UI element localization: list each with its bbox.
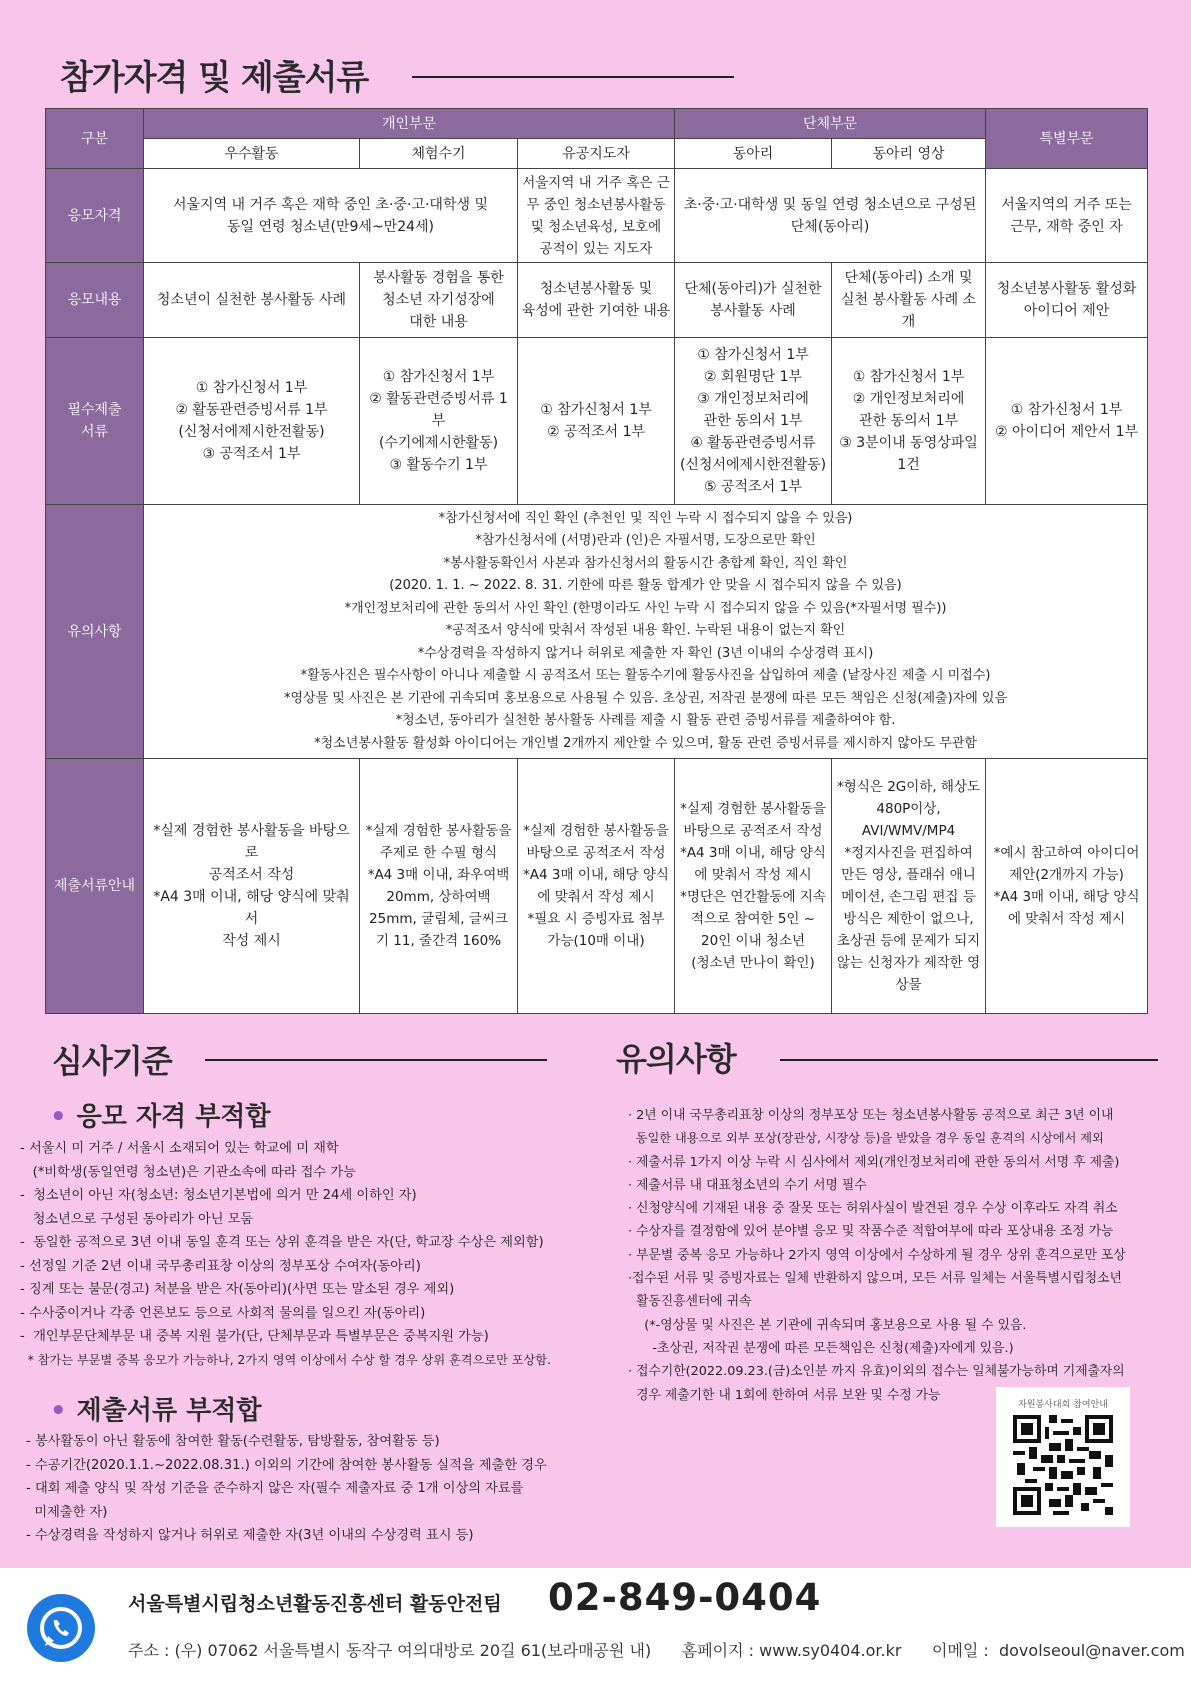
list-item: 활동진흥센터에 귀속 — [628, 1294, 752, 1310]
footer-org: 서울특별시립청소년활동진흥센터 활동안전팀 — [128, 1593, 502, 1615]
criteria-list-eligibility — [20, 1137, 551, 1372]
footer — [0, 1568, 1191, 1684]
bullet-dot-icon: • — [50, 1396, 67, 1426]
title-rule — [412, 76, 734, 78]
list-item: ·접수된 서류 및 증빙자료는 일체 반환하지 않으며, 모든 서류 일체는 서울특별시립청소년 — [628, 1271, 1122, 1287]
qr-caption: 자원봉사대회 참여안내 — [1018, 1400, 1108, 1410]
list-item: - 서울시 미 거주 / 서울시 소재되어 있는 학교에 미 재학 — [20, 1141, 339, 1156]
list-item: - 동일한 공적으로 3년 이내 동일 훈격 또는 상위 훈격을 받은 자(단, 학교장 수상은 제외함) — [20, 1235, 544, 1250]
list-item: - 봉사활동이 아닌 활동에 참여한 활동(수련활동, 탐방활동, 참여활동 등) — [26, 1434, 440, 1449]
title-rule — [205, 1059, 547, 1061]
cell-guide: *실제 경험한 봉사활동을 주제로 한 수필 형식 *A4 3매 이내, 좌우여백 20mm, 상하여백 25mm, 굴림체, 글씨크 기 11, 줄간격 160% — [360, 759, 518, 1014]
cell-eligibility-leader: 서울지역 내 거주 혹은 근 무 중인 청소년봉사활동 및 청소년육성, 보호에 공적이 있는 지도자 — [518, 169, 675, 263]
col-header: 우수활동 — [144, 139, 360, 169]
cell-content: 봉사활동 경험을 통한 청소년 자기성장에 대한 내용 — [360, 263, 518, 338]
section-title-criteria: 심사기준 — [52, 1042, 172, 1080]
criteria-heading-eligibility: • 응모 자격 부적합 — [50, 1102, 271, 1132]
cell-eligibility-special: 서울지역의 거주 또는 근무, 재학 중인 자 — [986, 169, 1148, 263]
list-item: - 선정일 기준 2년 이내 국무총리표창 이상의 정부포상 수여자(동아리) — [20, 1258, 421, 1274]
section-title-notes: 유의사항 — [616, 1040, 736, 1078]
list-item: - 청소년이 아닌 자(청소년: 청소년기본법에 의거 만 24세 이하인 자) — [20, 1188, 417, 1203]
list-item: · 신청양식에 기재된 내용 중 잘못 또는 허위사실이 발견된 경우 수상 이후라도 자격 취소 — [628, 1201, 1118, 1217]
cell-docs: ① 참가신청서 1부 ② 회원명단 1부 ③ 개인정보처리에 관한 동의서 1부 ④ 활동관련증빙서류 (신청서에제시한전활동) ⑤ 공적조서 1부 — [675, 338, 832, 505]
footer-address: 주소 : (우) 07062 서울특별시 동작구 여의대방로 20길 61(보라매공원 내) 홈페이지 : www.sy0404.or.kr 이메일 : dovolseoul@naver.com — [128, 1641, 1185, 1660]
cell-guide: *실제 경험한 봉사활동을 바탕으로 공적조서 작성 *A4 3매 이내, 해당 양식에 맞춰서 작성 제시 — [144, 759, 360, 1014]
list-item: 청소년으로 구성된 동아리가 아닌 모둠 — [20, 1211, 254, 1227]
group-individual-header: 개인부문 — [144, 109, 675, 139]
list-item: · 접수기한(2022.09.23.(금)소인분 까지 유효)이외의 접수는 일체불가능하며 기제출자의 — [628, 1364, 1125, 1380]
row-label-docs: 필수제출 서류 — [46, 338, 144, 505]
list-item: - 수사중이거나 각종 언론보도 등으로 사회적 물의를 일으킨 자(동아리) — [20, 1305, 426, 1321]
qr-code-icon — [1013, 1415, 1113, 1515]
row-label-caution: 유의사항 — [46, 505, 144, 759]
list-item: 미제출한 자) — [26, 1504, 108, 1520]
cell-guide: *예시 참고하여 아이디어 제안(2개까지 가능) *A4 3매 이내, 해당 양식 에 맞춰서 작성 제시 — [986, 759, 1148, 1014]
col-header: 체험수기 — [360, 139, 518, 169]
cell-docs: ① 참가신청서 1부 ② 활동관련증빙서류 1부 (수기에제시한활동) ③ 활동수기 1부 — [360, 338, 518, 505]
row-label-content: 응모내용 — [46, 263, 144, 338]
cell-content: 단체(동아리)가 실천한 봉사활동 사례 — [675, 263, 832, 338]
eligibility-table — [45, 108, 1148, 1014]
list-item: 경우 제출기한 내 1회에 한하여 서류 보완 및 수정 가능 — [628, 1387, 941, 1403]
whatsapp-phone-icon — [27, 1594, 95, 1662]
list-item: - 개인부문단체부문 내 중복 지원 불가(단, 단체부문과 특별부문은 중복지원 가능) — [20, 1329, 489, 1344]
cell-content: 청소년봉사활동 및 육성에 관한 기여한 내용 — [518, 263, 675, 338]
list-item: - 징계 또는 불문(경고) 처분을 받은 자(동아리)(사면 또는 말소된 경우 제외) — [20, 1282, 455, 1297]
col-header: 유공지도자 — [518, 139, 675, 169]
list-item: (*비학생(동일연령 청소년)은 기관소속에 따라 접수 가능 — [20, 1164, 356, 1180]
list-item: · 제출서류 내 대표청소년의 수기 서명 필수 — [628, 1177, 867, 1193]
section-title-eligibility: 참가자격 및 제출서류 — [60, 58, 369, 98]
col-header: 동아리 영상 — [832, 139, 986, 169]
cell-docs: ① 참가신청서 1부 ② 개인정보처리에 관한 동의서 1부 ③ 3분이내 동영상파일 1건 — [832, 338, 986, 505]
cell-caution: *참가신청서에 직인 확인 (추천인 및 직인 누락 시 접수되지 않을 수 있음) *참가신청서에 (서명)란과 (인)은 자필서명, 도장으로만 확인 *봉사활동확인서 사본과 참가신청서의 활동시간 총합계 확인, 직인 확인 (2020. 1. 1. ~ 2022. 8. 31. 기한에 따른 활동 합계가 안 맞을 시 접수되지 않을 수 있음) *개인정보처리에 관한 동의서 사인 확인 (한명이라도 사인 누락 시 접수되지 않을 수 있음(*자필서명 필수)) *공적조서 양식에 맞춰서 작성된 내용 확인. 누락된 내용이 없는지 확인 *수상경력을 작성하지 않거나 허위로 제출한 자 확인 (3년 이내의 수상경력 표시) *활동사진은 필수사항이 아니나 제출할 시 공적조서 또는 활동수기에 활동사진을 삽입하여 제출 (낱장사진 제출 시 미접수) *영상물 및 사진은 본 기관에 귀속되며 홍보용으로 사용될 수 있음. 초상권, 저작권 분쟁에 따른 모든 책임은 신청(제출)자에 있음 *청소년, 동아리가 실천한 봉사활동 사례를 제출 시 활동 관련 증빙서류를 제출하여야 함. *청소년봉사활동 활성화 아이디어는 개인별 2개까지 제안할 수 있으며, 활동 관련 증빙서류를 제시하지 않아도 무관함 — [144, 505, 1148, 759]
list-item: · 부문별 중복 응모 가능하나 2가지 영역 이상에서 수상하게 될 경우 상위 훈격으로만 포상 — [628, 1247, 1126, 1263]
cell-eligibility-group: 초·중·고·대학생 및 동일 연령 청소년으로 구성된 단체(동아리) — [675, 169, 986, 263]
list-item: 동일한 내용으로 외부 포상(장관상, 시장상 등)을 받았을 경우 동일 훈격의 시상에서 제외 — [628, 1131, 1104, 1146]
criteria-heading-docs: • 제출서류 부적합 — [50, 1396, 262, 1426]
cell-docs: ① 참가신청서 1부 ② 활동관련증빙서류 1부 (신청서에제시한전활동) ③ 공적조서 1부 — [144, 338, 360, 505]
list-item: (*-영상물 및 사진은 본 기관에 귀속되며 홍보용으로 사용 될 수 있음. — [628, 1317, 1027, 1333]
footer-phone[interactable]: 02-849-0404 — [548, 1576, 822, 1619]
list-item: - 수상경력을 작성하지 않거나 허위로 제출한 자(3년 이내의 수상경력 표시 등) — [26, 1528, 474, 1543]
bullet-dot-icon: • — [50, 1102, 67, 1132]
cell-guide: *실제 경험한 봉사활동을 바탕으로 공적조서 작성 *A4 3매 이내, 해당 양식 에 맞춰서 작성 제시 *명단은 연간활동에 지속 적으로 참여한 5인 ~ 20인 이내 청소년 (청소년 만나이 확인) — [675, 759, 832, 1014]
list-item: - 대회 제출 양식 및 작성 기준을 준수하지 않은 자(필수 제출자료 중 1개 이상의 자료를 — [26, 1481, 524, 1496]
cell-eligibility-individual: 서울지역 내 거주 혹은 재학 중인 초·중·고·대학생 및 동일 연령 청소년(만9세~만24세) — [144, 169, 518, 263]
cell-content: 청소년이 실천한 봉사활동 사례 — [144, 263, 360, 338]
group-group-header: 단체부문 — [675, 109, 986, 139]
corner-header: 구분 — [46, 109, 144, 169]
group-special-header: 특별부문 — [986, 109, 1148, 169]
criteria-list-docs — [26, 1430, 547, 1548]
cell-guide: *형식은 2G이하, 해상도 480P이상, AVI/WMV/MP4 *정지사진을 편집하여 만든 영상, 플래쉬 애니 메이션, 손그림 편집 등 방식은 제한이 없으나, 초상권 등에 문제가 되지 않는 신청자가 제작한 영 상물 — [832, 759, 986, 1014]
cell-docs: ① 참가신청서 1부 ② 공적조서 1부 — [518, 338, 675, 505]
list-item: - 수공기간(2020.1.1.~2022.08.31.) 이외의 기간에 참여한 봉사활동 실적을 제출한 경우 — [26, 1457, 547, 1473]
cell-guide: *실제 경험한 봉사활동을 바탕으로 공적조서 작성 *A4 3매 이내, 해당 양식 에 맞춰서 작성 제시 *필요 시 증빙자료 첨부 가능(10매 이내) — [518, 759, 675, 1014]
list-item: -초상권, 저작권 분쟁에 따른 모든책임은 신청(제출)자에게 있음.) — [628, 1340, 1014, 1356]
cell-content: 단체(동아리) 소개 및 실천 봉사활동 사례 소개 — [832, 263, 986, 338]
notes-list — [628, 1104, 1126, 1407]
col-header: 동아리 — [675, 139, 832, 169]
list-item: * 참가는 부문별 중복 응모가 가능하나, 2가지 영역 이상에서 수상 할 경우 상위 훈격으로만 포상함. — [20, 1352, 551, 1367]
row-label-guide: 제출서류안내 — [46, 759, 144, 1014]
qr-code-card[interactable] — [996, 1387, 1130, 1527]
title-rule — [780, 1059, 1158, 1061]
cell-docs: ① 참가신청서 1부 ② 아이디어 제안서 1부 — [986, 338, 1148, 505]
list-item: · 2년 이내 국무총리표창 이상의 정부포상 또는 청소년봉사활동 공적으로 최근 3년 이내 — [628, 1108, 1114, 1123]
list-item: · 제출서류 1가지 이상 누락 시 심사에서 제외(개인정보처리에 관한 동의서 서명 후 제출) — [628, 1154, 1120, 1170]
list-item: · 수상자를 결정함에 있어 분야별 응모 및 작품수준 적합여부에 따라 포상내용 조정 가능 — [628, 1224, 1114, 1240]
cell-content: 청소년봉사활동 활성화 아이디어 제안 — [986, 263, 1148, 338]
row-label-eligibility: 응모자격 — [46, 169, 144, 263]
